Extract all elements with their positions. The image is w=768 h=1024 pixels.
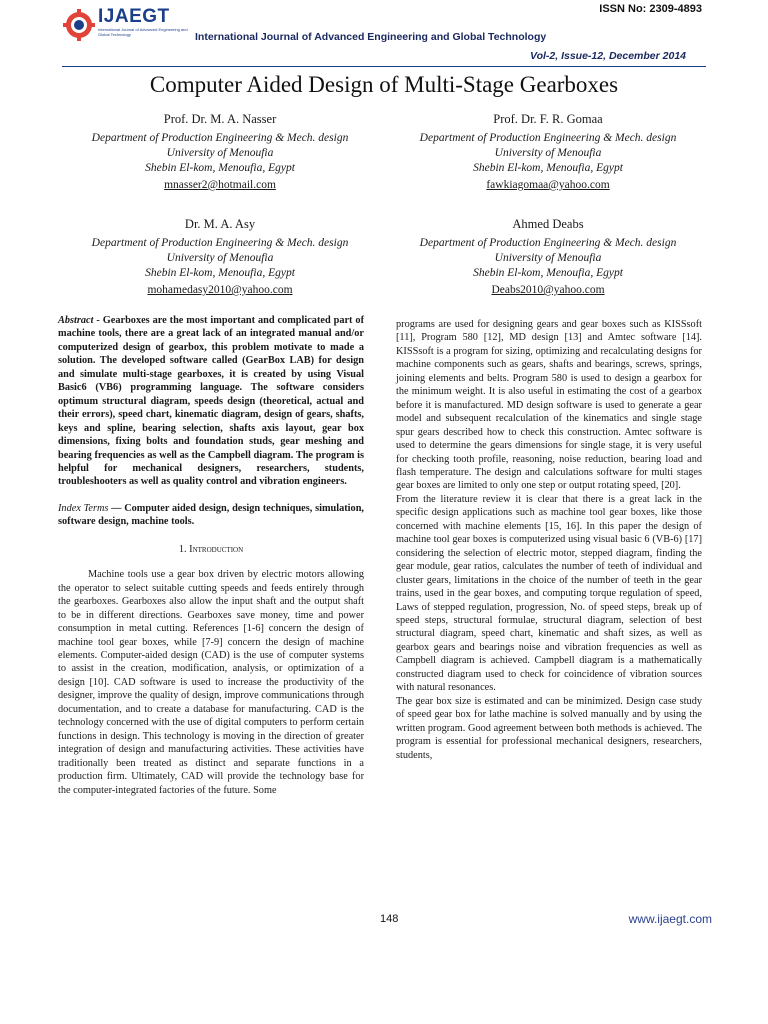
author-dept: Department of Production Engineering & Mech. design [91, 237, 349, 249]
gear-logo-icon [62, 8, 96, 42]
author-block [398, 112, 698, 193]
author-email[interactable]: fawkiagomaa@yahoo.com [486, 179, 610, 191]
author-univ: University of Menoufia [494, 252, 602, 264]
page-number: 148 [380, 913, 399, 925]
body-paragraph: The gear box size is estimated and can be minimized. Design case study of speed gear box for lathe machine is solved manually and by using the written program. Good agreement between both methods is achieved. The program is essential for professional mechanical designers, researchers, students, [396, 695, 702, 761]
index-terms-text: — Computer aided design, design techniques, simulation, software design, machine tools. [58, 502, 364, 528]
author-univ: University of Menoufia [166, 147, 274, 159]
author-block [70, 112, 370, 193]
abstract [58, 314, 364, 489]
author-email[interactable]: Deabs2010@yahoo.com [491, 284, 605, 296]
author-dept: Department of Production Engineering & Mech. design [419, 237, 677, 249]
logo-subtext: International Journal of Advanced Engineering and Global Technology [98, 27, 188, 37]
author-univ: University of Menoufia [166, 252, 274, 264]
author-email[interactable]: mnasser2@hotmail.com [164, 179, 276, 191]
abstract-label: Abstract [58, 315, 94, 326]
journal-logo [62, 6, 188, 42]
paper-title: Computer Aided Design of Multi-Stage Gearboxes [149, 72, 619, 97]
body-paragraph: From the literature review it is clear that there is a great lack in the specific design applications such as machine tool gear boxes, like those concerned with machine elements [15, 16]. In this paper the design of machine tool gear boxes is computerized using visual basic 6 (VB-6) [17] considering the selection of electric motor, stepped diagram, finding the gear module, gear ratios, calculates the number of teeth of individual and cluster gears, limitations in the choice of the number of teeth in the gear trains, used in the gear boxes, and computing torque regulation of speed, Laws of stepped regulation, progression, No. of speed steps, break up of speed steps, structural formulae, structural diagram, selection of best structural diagram, speed chart, kinematic and shaft sizes, as well as gearbox gears and bearings noise and vibration frequencies as well as Campbell diagram is achieved. Campbell diagram is a mathematically constructed diagram used to check for coincidence of vibration sources with natural resonances. [396, 493, 702, 694]
left-column [58, 314, 364, 797]
header-divider [62, 66, 706, 67]
author-dept: Department of Production Engineering & Mech. design [91, 132, 349, 144]
index-terms [58, 502, 364, 529]
section-number: 1. [178, 543, 187, 555]
author-city: Shebin El-kom, Menoufia, Egypt [473, 267, 623, 279]
issn: ISSN No: 2309-4893 [599, 3, 702, 15]
author-block [70, 217, 370, 298]
section-heading [58, 543, 364, 556]
section-title: Introduction [189, 543, 244, 555]
author-name: Ahmed Deabs [512, 217, 584, 231]
author-city: Shebin El-kom, Menoufia, Egypt [473, 162, 623, 174]
author-city: Shebin El-kom, Menoufia, Egypt [145, 267, 295, 279]
author-email[interactable]: mohamedasy2010@yahoo.com [147, 284, 293, 296]
author-name: Prof. Dr. F. R. Gomaa [493, 112, 603, 126]
abstract-text: - Gearboxes are the most important and complicated part of machine tools, there are a great lack of an integrated manual and/or computerized design of gearbox, this problem motivate to made a solution. The developed software called (GearBox LAB) for design and simulate multi-stage gearboxes, it is created by using Visual Basic6 (VB6) programming language. The software considers optimum structural diagram, speeds design (theoretical, actual and their errors), speed chart, kinematic diagram, design of gears, shafts, keys and spline, bearing selection, shafts axis layout, gear box dimensions, fixing bolts and foundation studs, gear meshing and bearing frequencies as well as the Campbell diagram. The program is helpful for mechanical designers, researchers, students, troubleshooters as well as quality control and vibration engineers. [58, 315, 364, 488]
volume-issue: Vol-2, Issue-12, December 2014 [529, 50, 686, 62]
author-block [398, 217, 698, 298]
author-name: Dr. M. A. Asy [184, 217, 256, 231]
intro-paragraph: Machine tools use a gear box driven by electric motors allowing the operator to select suitable cutting speeds and feeds entirely through the gearboxes. Gearboxes also allow the input shaft and the output shaft to be in different directions. Gearboxes save money, time and power consumption in metal cutting. References [1-6] concern the design of machine tool gear boxes, while [7-9] concern the design of machine elements. Computer-aided design (CAD) is the use of computer systems to assist in the creation, modification, analysis, or optimization of a design [10]. CAD software is used to increase the productivity of the designer, improve the quality of design, improve communications through documentation, and to create a database for manufacturing. CAD is the technology concerned with the use of digital computers to perform certain functions in design. This technology is moving in the direction of greater integration of design and manufacturing activities. These activities have traditionally been treated as distinct and separate functions in a production firm. Ultimately, CAD will provide the technology base for the computer-integrated factories of the future. Some [58, 569, 364, 796]
logo-name: IJAEGT [98, 6, 170, 27]
body-paragraph: programs are used for designing gears and gear boxes such as KISSsoft [11], Program 580 [12], MD design [13] and Amtec software [14]. KISSsoft is a program for sizing, optimizing and recalculating designs for machine components such as gears, shafts and bearings, screws, springs, joining elements and belts. Program 580 is used to design a gearbox for the minimum weight. It is also useful in estimating the cost of a gearbox before it is manufactured. MD design software is used to generate a gear model and subsequent recalculation of the kinematics and single stage spur gears described how to check this construction. Amtec software is used to determine the gears dimensions for single stage, it is very useful for checking tooth profile, reasoning, noise reduction, bearing load and flash temperature. The design and calculations software for multi stages gear boxes are limited to only one step or output rotating speed, [20]. [396, 319, 702, 492]
author-name: Prof. Dr. M. A. Nasser [163, 112, 277, 126]
index-terms-label: Index Terms [58, 502, 109, 514]
right-column [396, 318, 702, 762]
journal-name: International Journal of Advanced Engineering and Global Technology [195, 31, 547, 43]
author-univ: University of Menoufia [494, 147, 602, 159]
journal-website[interactable]: www.ijaegt.com [628, 912, 712, 926]
author-dept: Department of Production Engineering & Mech. design [419, 132, 677, 144]
author-city: Shebin El-kom, Menoufia, Egypt [145, 162, 295, 174]
